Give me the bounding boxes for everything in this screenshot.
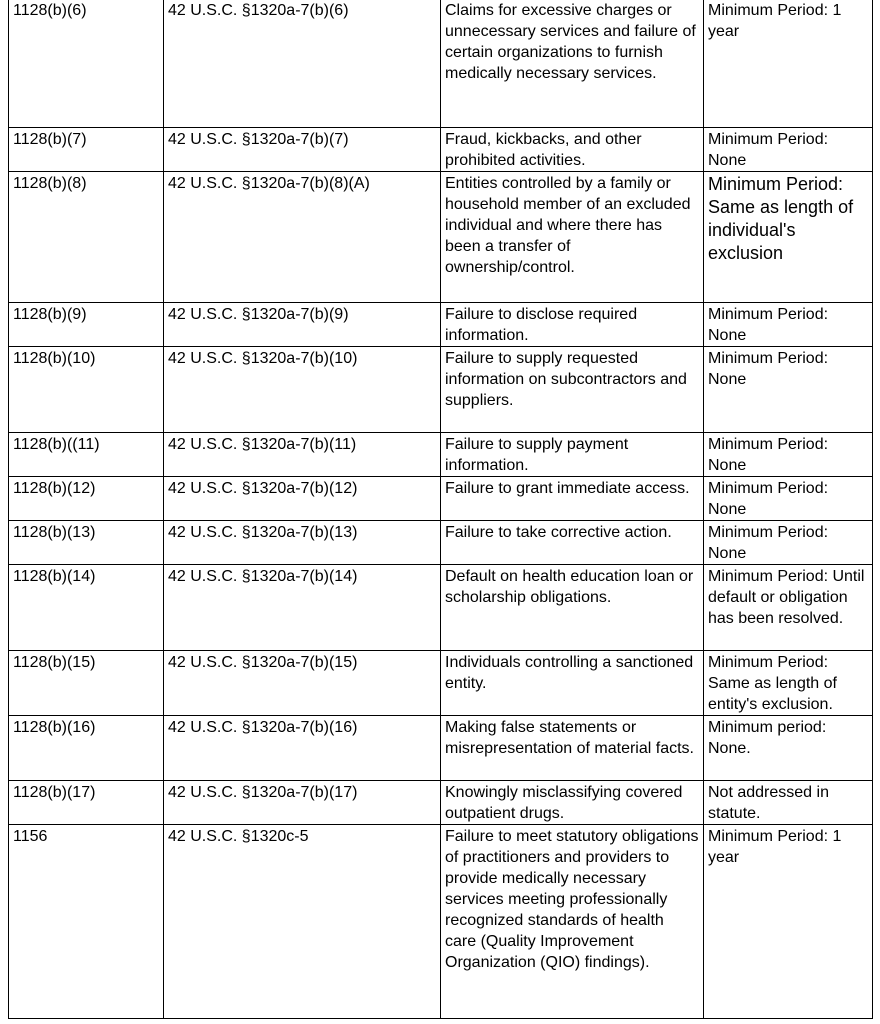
- table-row: [9, 0, 873, 128]
- description-cell: Fraud, kickbacks, and other prohibited activities.: [441, 128, 704, 172]
- period-cell: Minimum Period: 1 year: [704, 0, 873, 128]
- section-cell: 1128(b)(14): [9, 565, 164, 651]
- period-cell: Minimum Period: None: [704, 477, 873, 521]
- section-cell: 1128(b)(16): [9, 716, 164, 781]
- section-cell: 1156: [9, 825, 164, 1019]
- period-cell: Not addressed in statute.: [704, 781, 873, 825]
- description-cell: Failure to disclose required information.: [441, 303, 704, 347]
- citation-cell: 42 U.S.C. §1320c-5: [164, 825, 441, 1019]
- description-cell: Failure to grant immediate access.: [441, 477, 704, 521]
- table-row: [9, 128, 873, 172]
- description-cell: Failure to supply payment information.: [441, 433, 704, 477]
- section-cell: 1128(b)(6): [9, 0, 164, 128]
- period-cell: Minimum Period: None: [704, 128, 873, 172]
- table-row: [9, 565, 873, 651]
- table-row: [9, 172, 873, 303]
- citation-cell: 42 U.S.C. §1320a-7(b)(17): [164, 781, 441, 825]
- period-cell: Minimum Period: Same as length of individual's exclusion: [704, 172, 873, 303]
- section-cell: 1128(b)(17): [9, 781, 164, 825]
- period-cell: Minimum Period: Same as length of entity's exclusion.: [704, 651, 873, 716]
- table-row: [9, 347, 873, 433]
- description-cell: Individuals controlling a sanctioned entity.: [441, 651, 704, 716]
- citation-cell: 42 U.S.C. §1320a-7(b)(13): [164, 521, 441, 565]
- description-cell: Failure to take corrective action.: [441, 521, 704, 565]
- section-cell: 1128(b)(15): [9, 651, 164, 716]
- section-cell: 1128(b)(12): [9, 477, 164, 521]
- period-cell: Minimum Period: None: [704, 433, 873, 477]
- table-row: [9, 477, 873, 521]
- table-row: [9, 716, 873, 781]
- citation-cell: 42 U.S.C. §1320a-7(b)(12): [164, 477, 441, 521]
- period-cell: Minimum Period: Until default or obligation has been resolved.: [704, 565, 873, 651]
- citation-cell: 42 U.S.C. §1320a-7(b)(10): [164, 347, 441, 433]
- period-cell: Minimum Period: None: [704, 521, 873, 565]
- description-cell: Entities controlled by a family or household member of an excluded individual and where there has been a transfer of ownership/control.: [441, 172, 704, 303]
- section-cell: 1128(b)(13): [9, 521, 164, 565]
- section-cell: 1128(b)(9): [9, 303, 164, 347]
- section-cell: 1128(b)((11): [9, 433, 164, 477]
- table-row: [9, 825, 873, 1019]
- section-cell: 1128(b)(10): [9, 347, 164, 433]
- period-cell: Minimum Period: 1 year: [704, 825, 873, 1019]
- exclusion-authorities-table: [8, 0, 873, 1019]
- citation-cell: 42 U.S.C. §1320a-7(b)(6): [164, 0, 441, 128]
- description-cell: Failure to meet statutory obligations of practitioners and providers to provide medically necessary services meeting professionally recognized standards of health care (Quality Improvement Organization (QIO) findings).: [441, 825, 704, 1019]
- description-cell: Failure to supply requested information on subcontractors and suppliers.: [441, 347, 704, 433]
- citation-cell: 42 U.S.C. §1320a-7(b)(16): [164, 716, 441, 781]
- citation-cell: 42 U.S.C. §1320a-7(b)(15): [164, 651, 441, 716]
- section-cell: 1128(b)(7): [9, 128, 164, 172]
- description-cell: Claims for excessive charges or unnecessary services and failure of certain organizations to furnish medically necessary services.: [441, 0, 704, 128]
- section-cell: 1128(b)(8): [9, 172, 164, 303]
- table-row: [9, 651, 873, 716]
- citation-cell: 42 U.S.C. §1320a-7(b)(8)(A): [164, 172, 441, 303]
- citation-cell: 42 U.S.C. §1320a-7(b)(11): [164, 433, 441, 477]
- description-cell: Making false statements or misrepresentation of material facts.: [441, 716, 704, 781]
- period-cell: Minimum Period: None: [704, 303, 873, 347]
- period-cell: Minimum period: None.: [704, 716, 873, 781]
- description-cell: Knowingly misclassifying covered outpatient drugs.: [441, 781, 704, 825]
- table-row: [9, 781, 873, 825]
- table-row: [9, 433, 873, 477]
- table-row: [9, 303, 873, 347]
- table-row: [9, 521, 873, 565]
- citation-cell: 42 U.S.C. §1320a-7(b)(7): [164, 128, 441, 172]
- citation-cell: 42 U.S.C. §1320a-7(b)(9): [164, 303, 441, 347]
- period-cell: Minimum Period: None: [704, 347, 873, 433]
- description-cell: Default on health education loan or scholarship obligations.: [441, 565, 704, 651]
- citation-cell: 42 U.S.C. §1320a-7(b)(14): [164, 565, 441, 651]
